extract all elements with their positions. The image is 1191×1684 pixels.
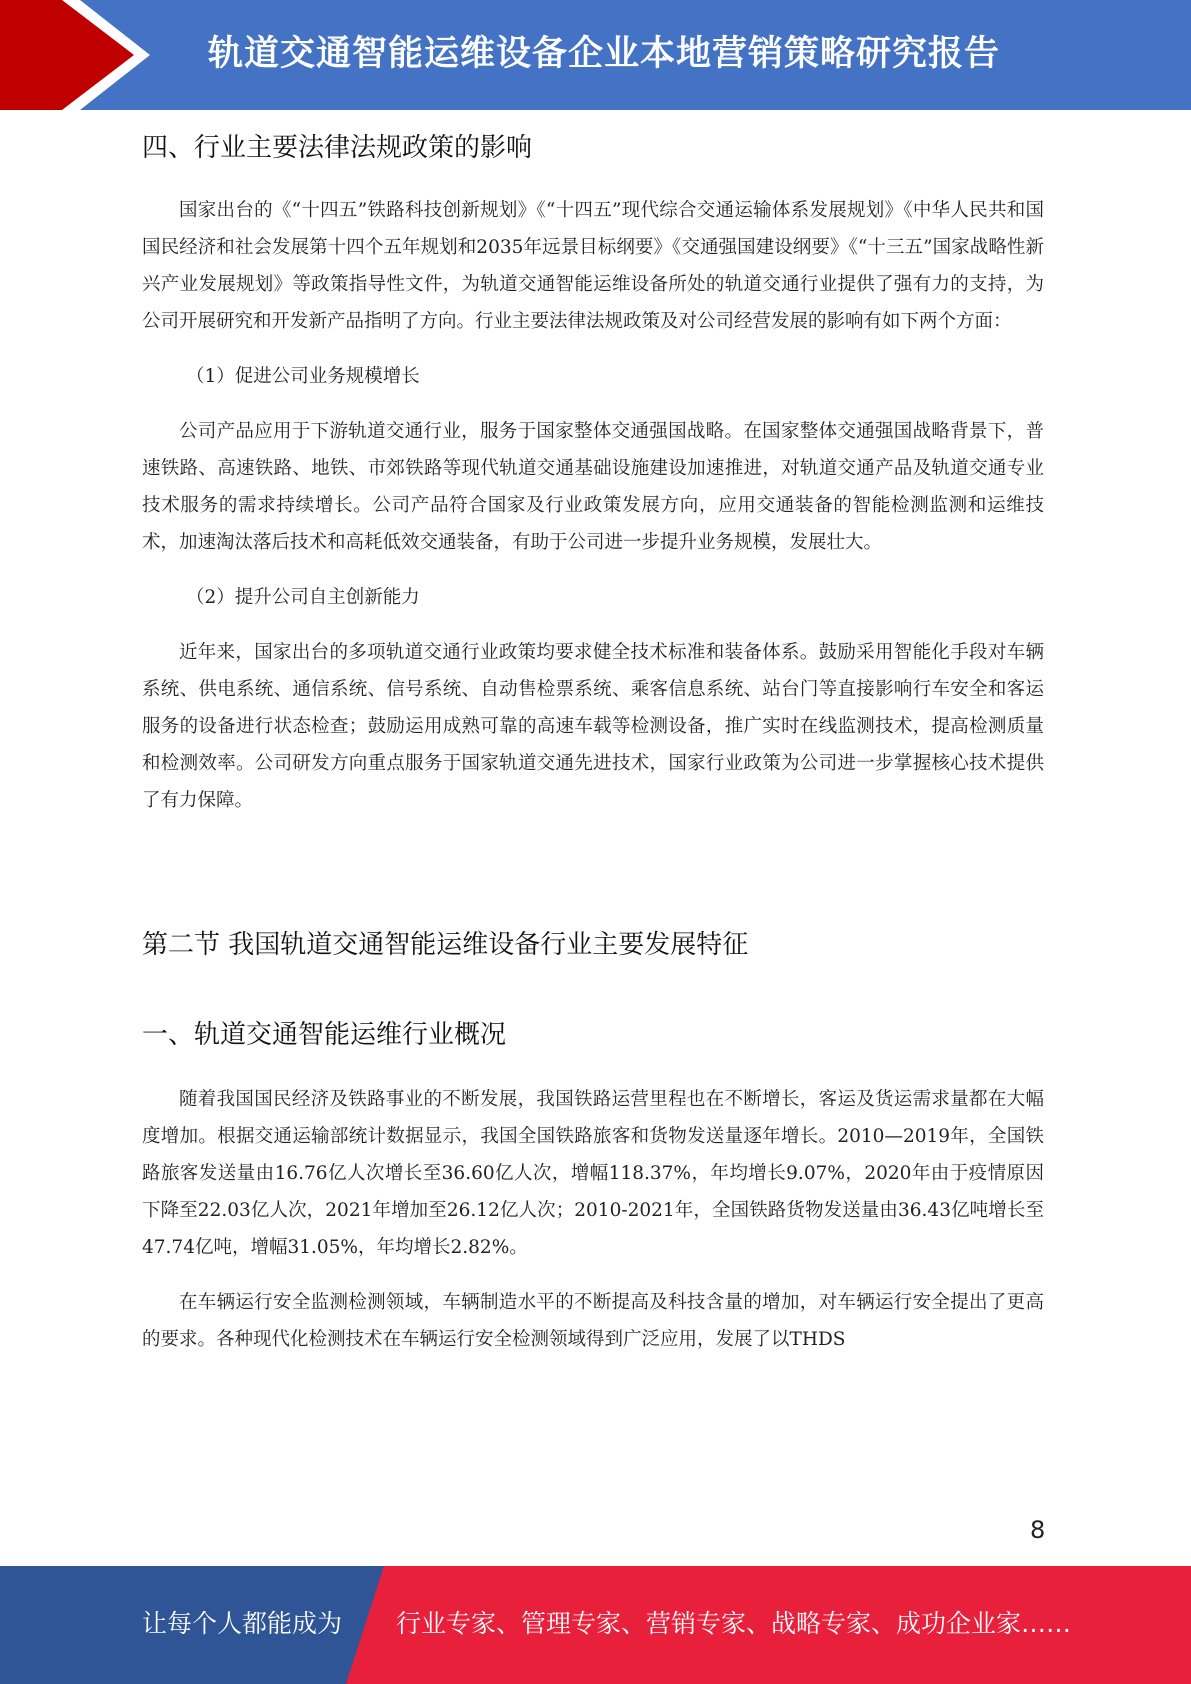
section1-paragraph-2: 在车辆运行安全监测检测领域，车辆制造水平的不断提高及科技含量的增加，对车辆运行安全提出了更高的要求。各种现代化检测技术在车辆运行安全检测领域得到广泛应用，发展了以THDS <box>142 1292 1044 1350</box>
section1-paragraph-1: 随着我国国民经济及铁路事业的不断发展，我国铁路运营里程也在不断增长，客运及货运需求量都在大幅度增加。根据交通运输部统计数据显示，我国全国铁路旅客和货物发送量逐年增长。2010—2019年，全国铁路旅客发送量由16.76亿人次增长至36.60亿人次，增幅118.37%，年均增长9.07%，2020年由于疫情原因下降至22.03亿人次，2021年增加至26.12亿人次；2010-2021年，全国铁路货物发送量由36.43亿吨增长至47.74亿吨，增幅31.05%，年均增长2.82%。 <box>142 1089 1044 1258</box>
section4-paragraph-3: 近年来，国家出台的多项轨道交通行业政策均要求健全技术标准和装备体系。鼓励采用智能化手段对车辆系统、供电系统、通信系统、信号系统、自动售检票系统、乘客信息系统、站台门等直接影响行车安全和客运服务的设备进行状态检查；鼓励运用成熟可靠的高速车载等检测设备，推广实时在线监测技术，提高检测质量和检测效率。公司研发方向重点服务于国家轨道交通先进技术，国家行业政策为公司进一步掌握核心技术提供了有力保障。 <box>142 642 1044 811</box>
section4-paragraph-2: 公司产品应用于下游轨道交通行业，服务于国家整体交通强国战略。在国家整体交通强国战略背景下，普速铁路、高速铁路、地铁、市郊铁路等现代轨道交通基础设施建设加速推进，对轨道交通产品及轨道交通专业技术服务的需求持续增长。公司产品符合国家及行业政策发展方向，应用交通装备的智能检测监测和运维技术，加速淘汰落后技术和高耗低效交通装备，有助于公司进一步提升业务规模，发展壮大。 <box>142 421 1044 553</box>
footer-slogan-left: 让每个人都能成为 <box>142 1609 343 1638</box>
page-content <box>142 128 1044 1358</box>
page-number: 8 <box>1030 1516 1046 1544</box>
header-chevron-red <box>0 0 140 110</box>
section4-paragraph-1: 国家出台的《“十四五”铁路科技创新规划》《“十四五”现代综合交通运输体系发展规划》《中华人民共和国国民经济和社会发展第十四个五年规划和2035年远景目标纲要》《交通强国建设纲要》《“十三五”国家战略性新兴产业发展规划》等政策指导性文件，为轨道交通智能运维设备所处的轨道交通行业提供了强有力的支持，为公司开展研究和开发新产品指明了方向。行业主要法律法规政策及对公司经营发展的影响有如下两个方面： <box>142 200 1044 332</box>
report-title: 轨道交通智能运维设备企业本地营销策略研究报告 <box>208 34 1001 74</box>
section4-subheading-1: （1）促进公司业务规模增长 <box>186 366 420 387</box>
chapter2-heading: 第二节 我国轨道交通智能运维设备行业主要发展特征 <box>142 930 749 960</box>
section4-heading: 四、行业主要法律法规政策的影响 <box>142 133 533 163</box>
page-footer <box>0 1566 1191 1684</box>
footer-slogan-right: 行业专家、管理专家、营销专家、战略专家、成功企业家…… <box>396 1609 1072 1638</box>
section4-subheading-2: （2）提升公司自主创新能力 <box>186 587 420 608</box>
section1-heading: 一、轨道交通智能运维行业概况 <box>142 1020 507 1050</box>
page-header <box>0 0 1191 110</box>
